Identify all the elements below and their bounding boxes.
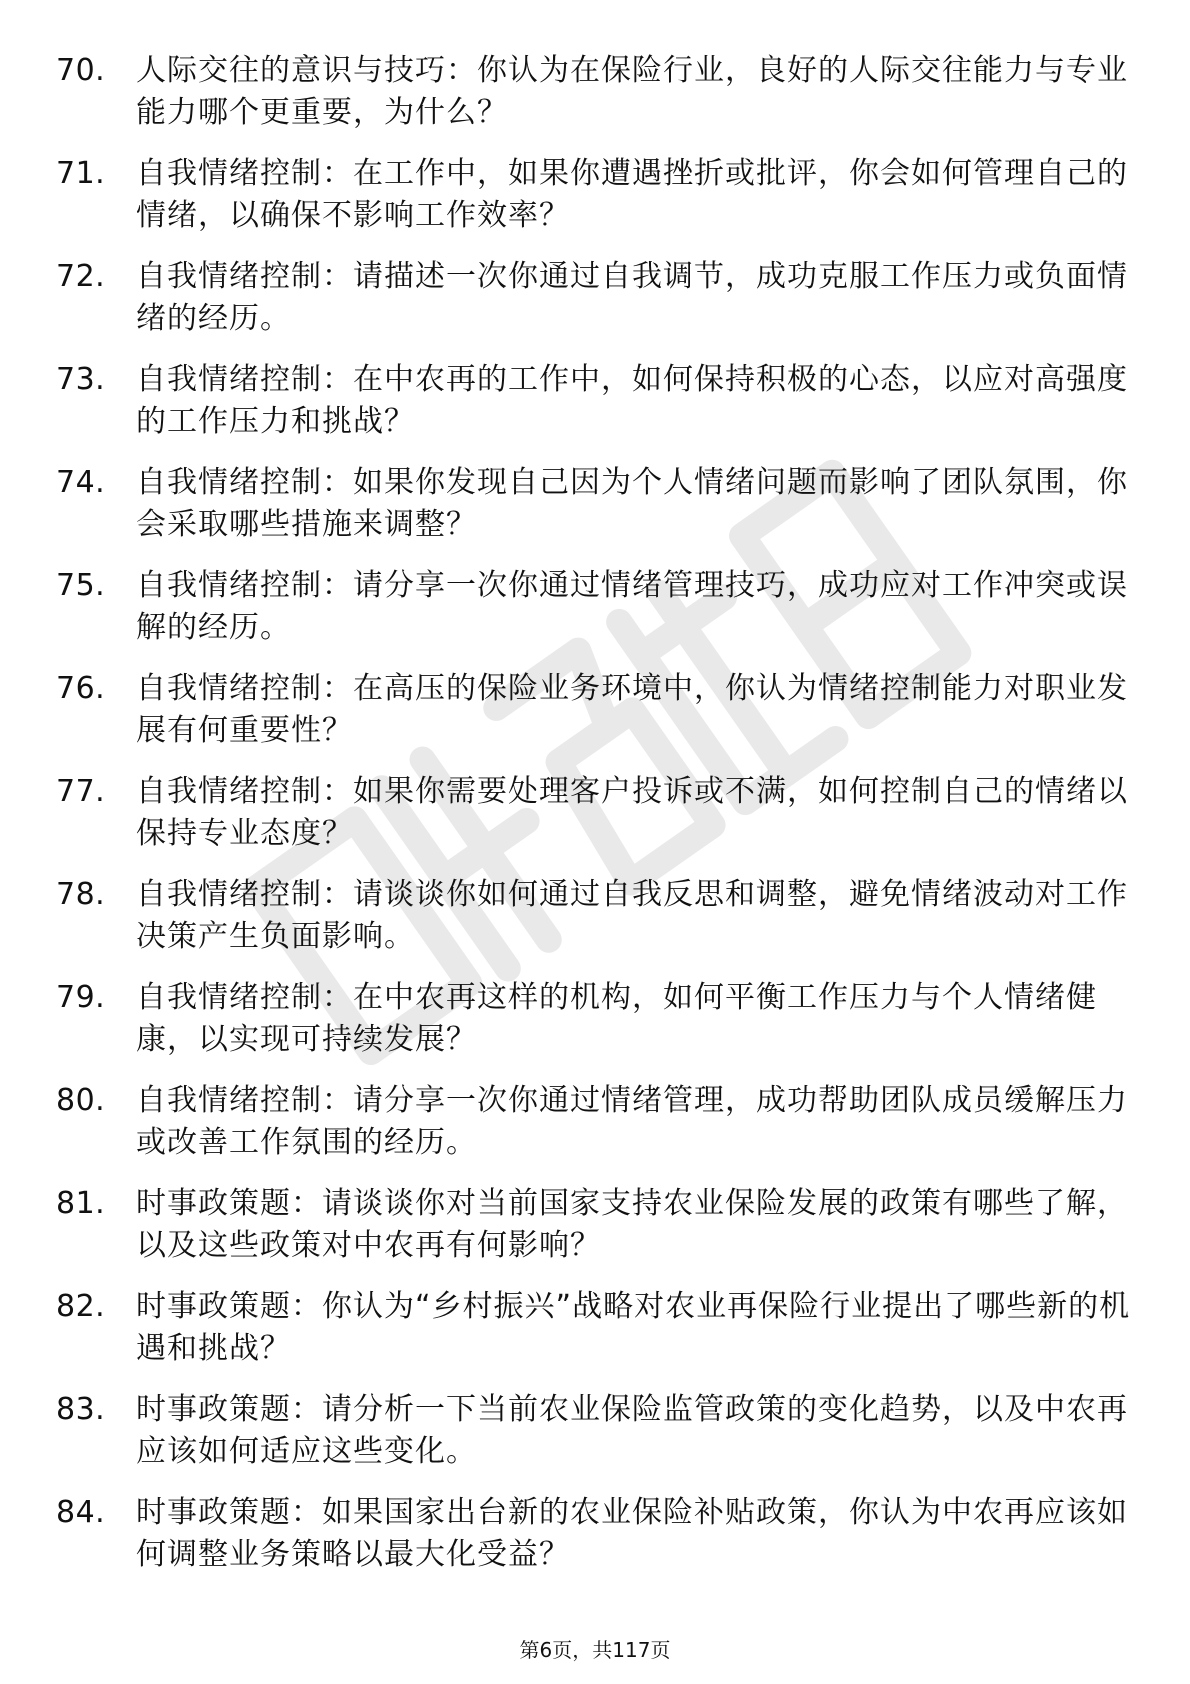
question-item-74 [56,462,1146,565]
question-text: 人际交往的意识与技巧：你认为在保险行业，良好的人际交往能力与专业能力哪个更重要，为什么？ [136,53,1128,130]
question-number: 83. [56,1392,106,1427]
question-item-76 [56,668,1146,771]
question-item-84 [56,1492,1146,1595]
question-number: 73. [56,362,106,397]
question-item-70 [56,50,1146,153]
question-text: 时事政策题：你认为“乡村振兴”战略对农业再保险行业提出了哪些新的机遇和挑战？ [136,1289,1131,1366]
question-item-78 [56,874,1146,977]
page-footer: 第6页，共117页 [519,1638,671,1662]
question-text: 自我情绪控制：在高压的保险业务环境中，你认为情绪控制能力对职业发展有何重要性？ [136,671,1128,748]
question-number: 77. [56,774,106,809]
question-text: 自我情绪控制：请分享一次你通过情绪管理技巧，成功应对工作冲突或误解的经历。 [136,568,1128,645]
question-item-83 [56,1389,1146,1492]
question-number: 72. [56,259,106,294]
question-item-73 [56,359,1146,462]
question-number: 80. [56,1083,106,1118]
question-item-77 [56,771,1146,874]
question-item-79 [56,977,1146,1080]
question-text: 自我情绪控制：请分享一次你通过情绪管理，成功帮助团队成员缓解压力或改善工作氛围的经历。 [136,1083,1128,1160]
question-number: 82. [56,1289,106,1324]
question-text: 自我情绪控制：请谈谈你如何通过自我反思和调整，避免情绪波动对工作决策产生负面影响。 [136,877,1128,954]
question-text: 时事政策题：如果国家出台新的农业保险补贴政策，你认为中农再应该如何调整业务策略以最大化受益？ [136,1495,1128,1572]
question-number: 78. [56,877,106,912]
question-item-80 [56,1080,1146,1183]
question-number: 84. [56,1495,106,1530]
question-text: 自我情绪控制：在工作中，如果你遭遇挫折或批评，你会如何管理自己的情绪，以确保不影响工作效率？ [136,156,1128,233]
question-number: 79. [56,980,106,1015]
question-list [56,50,1146,1595]
question-text: 自我情绪控制：请描述一次你通过自我调节，成功克服工作压力或负面情绪的经历。 [136,259,1128,336]
question-text: 时事政策题：请分析一下当前农业保险监管政策的变化趋势，以及中农再应该如何适应这些变化。 [136,1392,1128,1469]
question-item-81 [56,1183,1146,1286]
question-item-72 [56,256,1146,359]
question-item-75 [56,565,1146,668]
question-item-82 [56,1286,1146,1389]
question-number: 81. [56,1186,106,1221]
question-number: 76. [56,671,106,706]
question-text: 自我情绪控制：在中农再这样的机构，如何平衡工作压力与个人情绪健康，以实现可持续发展？ [136,980,1097,1057]
question-text: 时事政策题：请谈谈你对当前国家支持农业保险发展的政策有哪些了解，以及这些政策对中农再有何影响？ [136,1186,1128,1263]
question-number: 74. [56,465,106,500]
question-number: 75. [56,568,106,603]
question-item-71 [56,153,1146,256]
question-text: 自我情绪控制：如果你发现自己因为个人情绪问题而影响了团队氛围，你会采取哪些措施来调整？ [136,465,1128,542]
question-number: 71. [56,156,106,191]
question-text: 自我情绪控制：在中农再的工作中，如何保持积极的心态，以应对高强度的工作压力和挑战？ [136,362,1128,439]
question-text: 自我情绪控制：如果你需要处理客户投诉或不满，如何控制自己的情绪以保持专业态度？ [136,774,1128,851]
question-number: 70. [56,53,106,88]
